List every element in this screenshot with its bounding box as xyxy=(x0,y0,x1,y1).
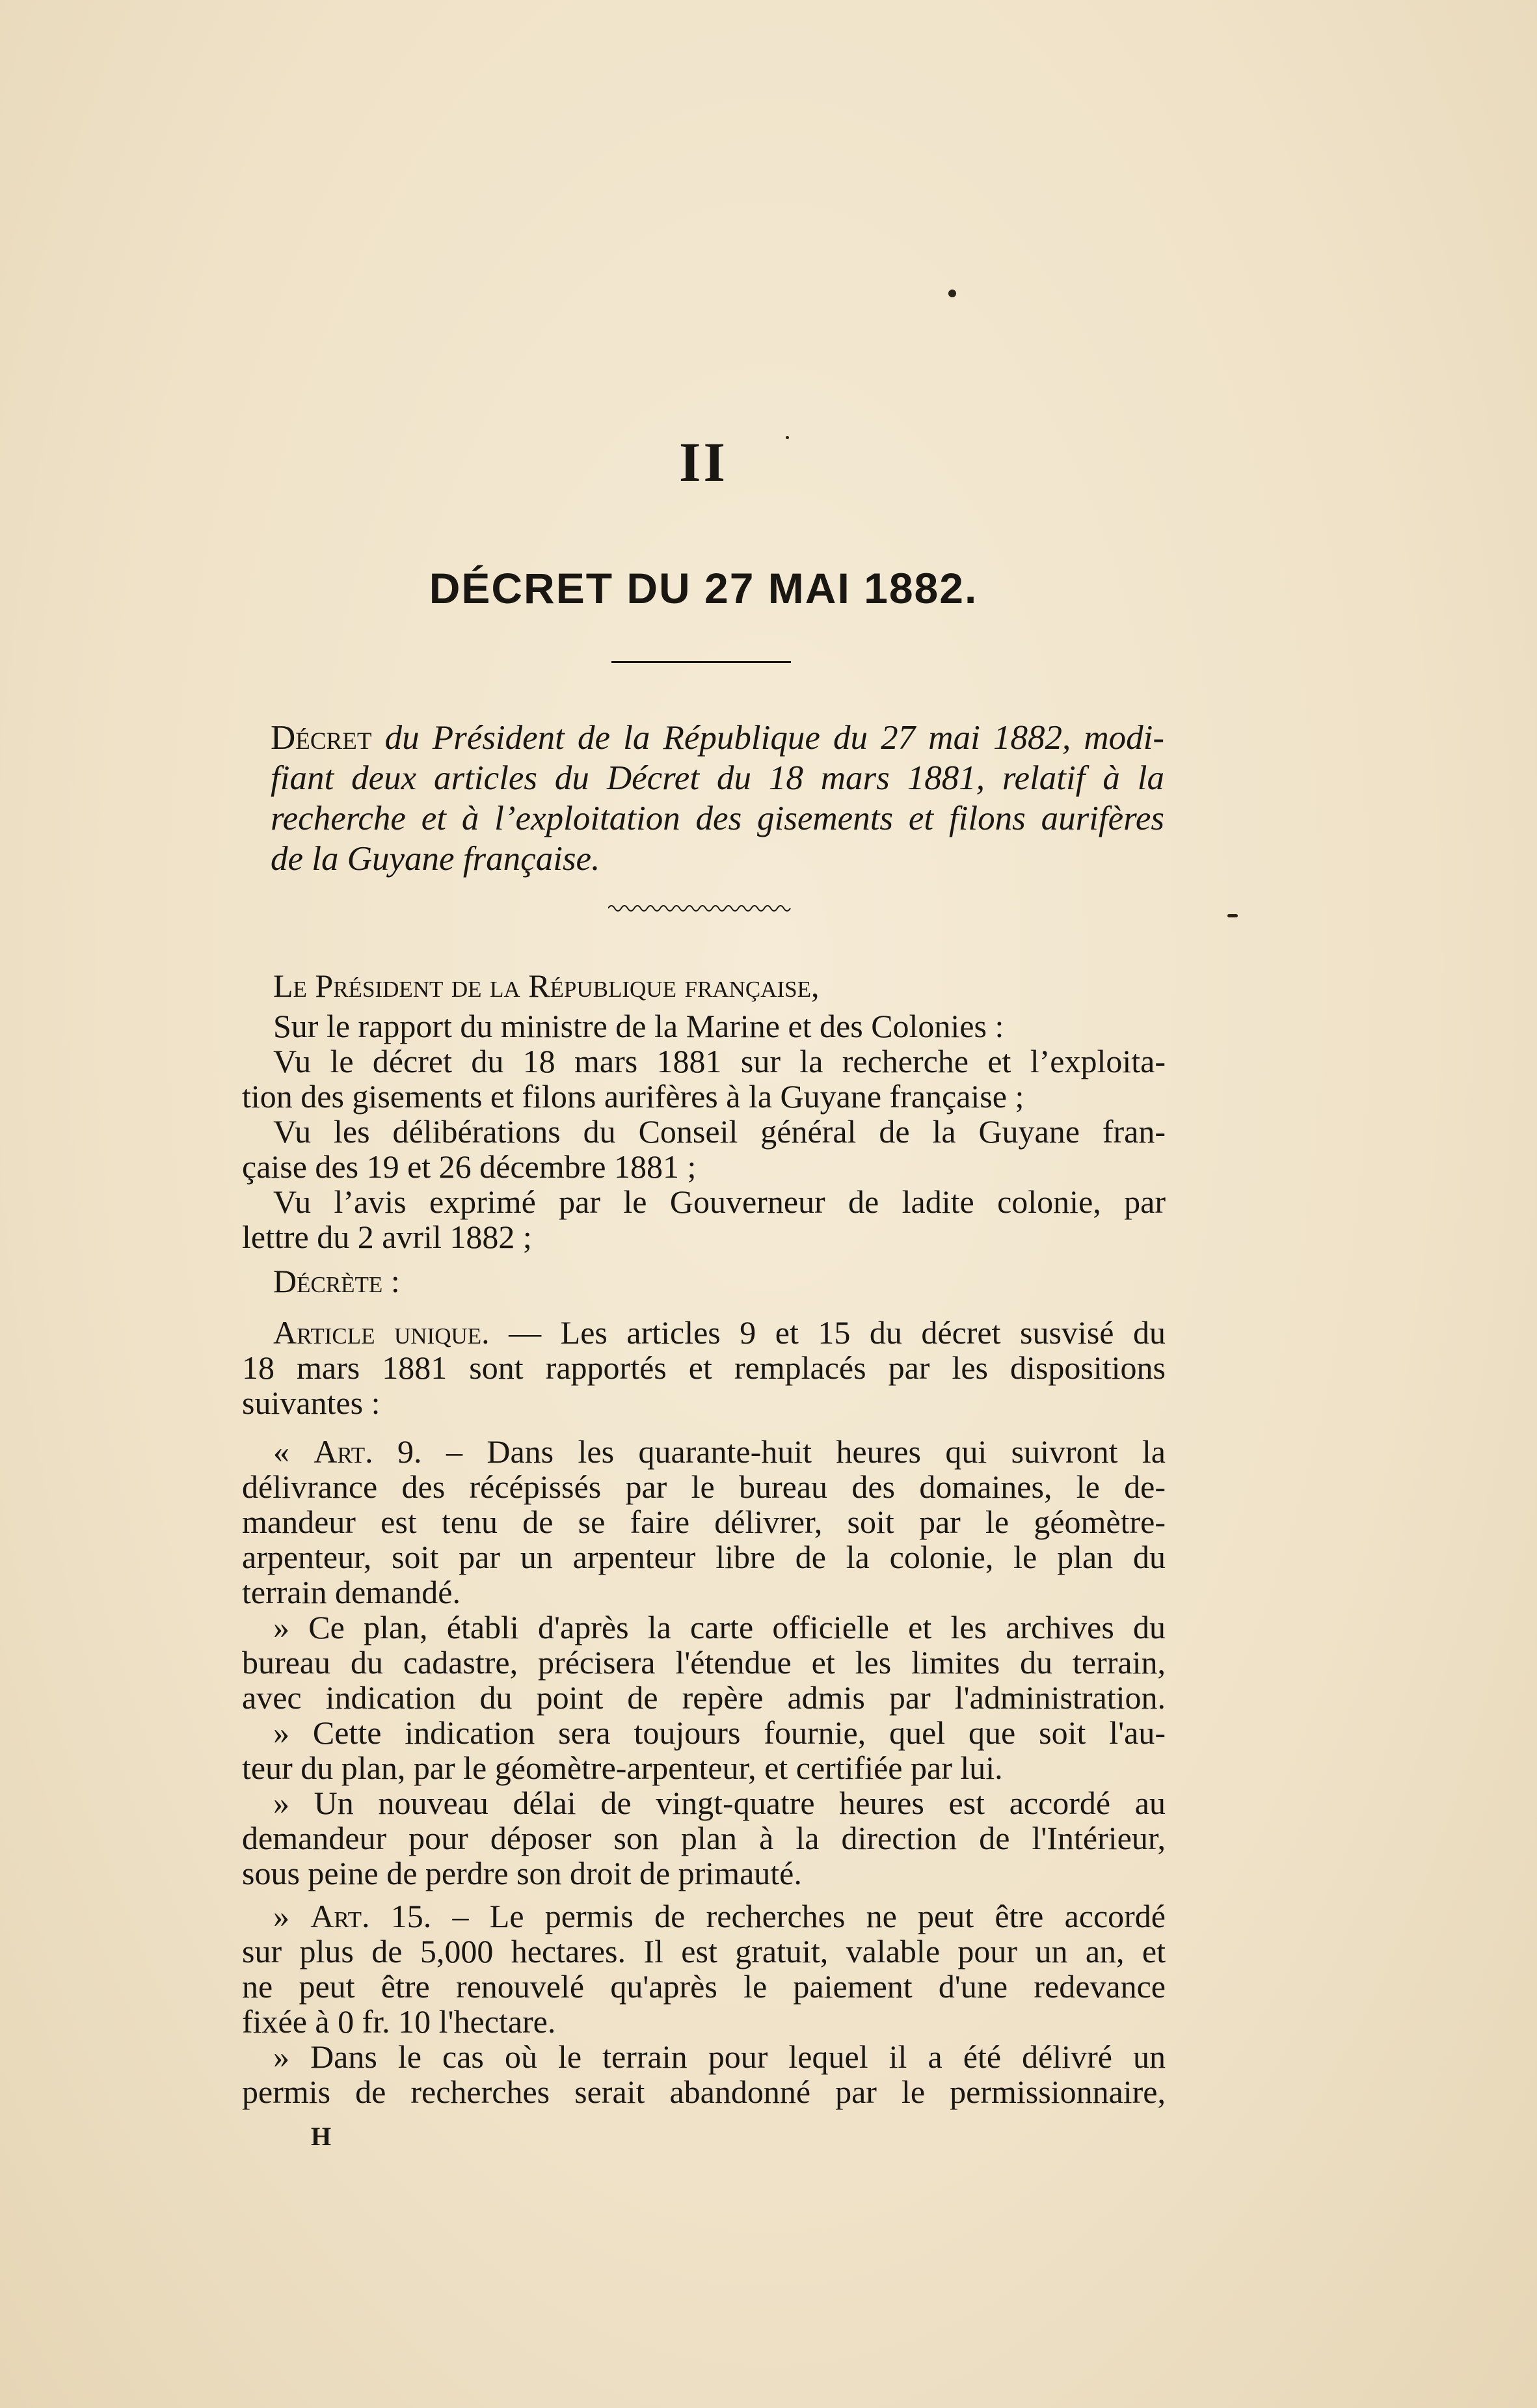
article-line: demandeur pour déposer son plan à la direction de l'Intérieur, xyxy=(242,1820,1166,1856)
preamble-line: Vu le décret du 18 mars 1881 sur la recherche et l’exploita- xyxy=(273,1043,1166,1079)
title-rule xyxy=(611,661,791,663)
article-line: sur plus de 5,000 hectares. Il est gratuit, valable pour un an, et xyxy=(242,1933,1166,1969)
preamble-line: Vu les délibérations du Conseil général de la Guyane fran- xyxy=(273,1113,1166,1150)
article-line: suivantes : xyxy=(242,1385,381,1421)
summary-text: fiant deux articles du Décret du 18 mars 1881, relatif à la xyxy=(271,759,1164,797)
signature-mark: H xyxy=(311,2122,332,2151)
decree-summary xyxy=(241,718,1164,879)
article-line xyxy=(242,1899,1166,1934)
paper-speck xyxy=(1227,914,1238,917)
summary-text: recherche et à l’exploitation des gisements et filons aurifères xyxy=(271,800,1164,837)
summary-line xyxy=(241,718,1164,758)
decree-title: DÉCRET DU 27 MAI 1882. xyxy=(429,564,978,612)
chapter-number: II xyxy=(679,431,728,493)
article-line: bureau du cadastre, précisera l'étendue et les limites du terrain, xyxy=(242,1644,1166,1681)
preamble xyxy=(242,968,1166,1299)
article-label: Article unique. xyxy=(273,1314,490,1351)
article-line: mandeur est tenu de se faire délivrer, soit par le géomètre- xyxy=(242,1504,1166,1540)
article-line: terrain demandé. xyxy=(242,1574,461,1610)
wavy-divider xyxy=(608,900,794,913)
article-line: 18 mars 1881 sont rapportés et remplacés par les dispositions xyxy=(242,1349,1166,1386)
article-unique xyxy=(242,1315,1166,1420)
paper-speck xyxy=(948,290,956,297)
article-text: – Dans les quarante-huit heures qui suivront la xyxy=(421,1433,1166,1470)
summary-line xyxy=(241,798,1164,839)
article-line: » Cette indication sera toujours fournie, quel que soit l'au- xyxy=(273,1714,1166,1751)
summary-line xyxy=(241,758,1164,798)
preamble-line: Vu l’avis exprimé par le Gouverneur de ladite colonie, par xyxy=(273,1184,1166,1220)
preamble-line: Sur le rapport du ministre de la Marine et des Colonies : xyxy=(273,1008,1004,1044)
decrete-heading: Décrète : xyxy=(273,1263,400,1299)
article-text: — Les articles 9 et 15 du décret susvisé du xyxy=(489,1314,1166,1351)
article-line: arpenteur, soit par un arpenteur libre de la colonie, le plan du xyxy=(242,1539,1166,1575)
article-line: sous peine de perdre son droit de primauté. xyxy=(242,1855,802,1891)
article-line: ne peut être renouvelé qu'après le paiement d'une redevance xyxy=(242,1968,1166,2005)
summary-lead: Décret xyxy=(271,719,372,757)
article-line: teur du plan, par le géomètre-arpenteur, et certifiée par lui. xyxy=(242,1750,1003,1786)
article-label: Art. 15. xyxy=(310,1898,432,1934)
article-line: avec indication du point de repère admis par l'administration. xyxy=(242,1679,1166,1716)
article-label: Art. 9. xyxy=(314,1433,422,1470)
article-text: – Le permis de recherches ne peut être accordé xyxy=(431,1898,1166,1934)
paper-speck xyxy=(786,436,789,439)
article-line xyxy=(242,1434,1166,1469)
preamble-line: lettre du 2 avril 1882 ; xyxy=(242,1219,532,1255)
article-15 xyxy=(242,1899,1166,2109)
article-line xyxy=(242,1315,1166,1350)
preamble-line: çaise des 19 et 26 décembre 1881 ; xyxy=(242,1148,697,1185)
article-line: » Ce plan, établi d'après la carte officielle et les archives du xyxy=(273,1609,1166,1645)
preamble-heading: Le Président de la République française, xyxy=(273,967,820,1004)
article-9 xyxy=(242,1434,1166,1891)
article-line: fixée à 0 fr. 10 l'hectare. xyxy=(242,2003,556,2040)
summary-text: du Président de la République du 27 mai 1882, modi- xyxy=(371,719,1164,757)
quote-mark: » xyxy=(273,1898,311,1934)
summary-line xyxy=(241,839,1164,879)
article-line: » Un nouveau délai de vingt-quatre heures est accordé au xyxy=(273,1785,1166,1821)
preamble-line: tion des gisements et filons aurifères à la Guyane française ; xyxy=(242,1078,1024,1115)
article-line: permis de recherches serait abandonné par le permissionnaire, xyxy=(242,2074,1166,2110)
summary-text: de la Guyane française. xyxy=(271,840,600,878)
quote-mark: « xyxy=(273,1433,314,1470)
article-line: délivrance des récépissés par le bureau des domaines, le de- xyxy=(242,1468,1166,1505)
article-line: » Dans le cas où le terrain pour lequel il a été délivré un xyxy=(273,2038,1166,2075)
